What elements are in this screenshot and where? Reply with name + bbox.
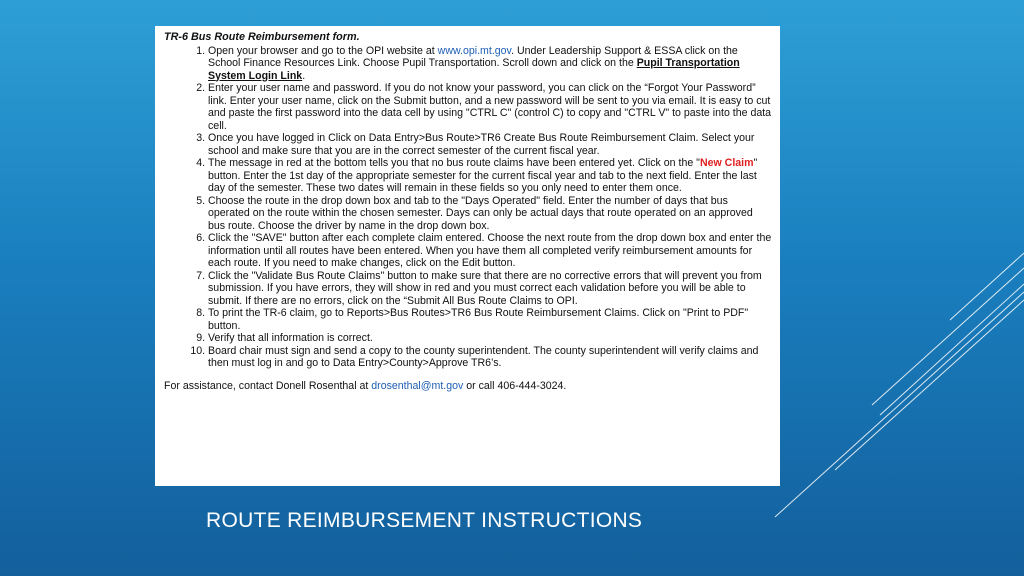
step-item <box>208 345 772 370</box>
step-text: Choose the route in the drop down box and tab to the "Days Operated" field. Enter the number of days that bus operated on the route within the chosen semester. Days can only be actual days that route operated on an approved bus route. Choose the driver by name in the drop down box. <box>208 194 753 232</box>
login-link-text[interactable]: Pupil Transportation System Login Link <box>208 57 740 82</box>
step-text: Board chair must sign and send a copy to the county superintendent. The county superintendent will verify claims and then must log in and go to Data Entry>County>Approve TR6’s. <box>208 344 759 369</box>
document-heading: TR-6 Bus Route Reimbursement form. <box>164 31 360 43</box>
step-item <box>208 332 772 345</box>
link-text[interactable]: www.opi.mt.gov <box>437 44 512 57</box>
step-item <box>208 270 772 308</box>
step-text: Click the "Validate Bus Route Claims" button to make sure that there are no corrective errors that will prevent you from submission. If you have errors, they will show in red and you must correct each validation before you will be able to submit. If there are no errors, click on the “Submit All Bus Route Claims to OPI. <box>208 269 762 307</box>
step-text: . <box>302 69 306 82</box>
step-text: The message in red at the bottom tells you that no bus route claims have been entered yet. Click on the " <box>208 157 700 169</box>
step-item <box>208 157 772 195</box>
step-item <box>208 132 772 157</box>
step-item <box>208 307 772 332</box>
step-text: Once you have logged in Click on Data Entry>Bus Route>TR6 Create Bus Route Reimbursement Claim. Select your school and make sure that you are in the correct semester of the current fiscal year. <box>208 132 755 157</box>
step-text: " button. Enter the 1st day of the appropriate semester for the current fiscal year and tab to the next field. Enter the last day of the semester. These two dates will remain in these fields so you only need to enter them once. <box>208 157 758 194</box>
step-item <box>208 45 772 83</box>
contact-line <box>164 380 772 393</box>
step-text: . Under Leadership Support & ESSA click on the School Finance Resources Link. Choose Pupil Transportation. Scroll down and click on the <box>208 44 738 69</box>
steps-list <box>164 45 772 370</box>
step-item <box>208 232 772 270</box>
step-item <box>208 82 772 132</box>
step-text: or call 406-444-3024. <box>463 379 567 392</box>
instructions-document <box>155 26 780 486</box>
step-text: Click the "SAVE" button after each complete claim entered. Choose the next route from the drop down box and enter the information until all routes have been entered. When you have them all completed verify reimbursement amounts for each route. If you need to make changes, click on the Edit button. <box>208 232 772 269</box>
step-text: Open your browser and go to the OPI website at <box>208 44 438 57</box>
link-text[interactable]: drosenthal@mt.gov <box>371 379 464 392</box>
step-text: To print the TR-6 claim, go to Reports>Bus Routes>TR6 Bus Route Reimbursement Claims. Click on "Print to PDF" button. <box>208 307 749 332</box>
new-claim-label: New Claim <box>699 157 754 169</box>
step-item <box>208 195 772 233</box>
step-text: Enter your user name and password. If you do not know your password, you can click on the “Forgot Your Password” link. Enter your user name, click on the Submit button, and a new password will be sent to you via email. It is easy to cut and paste the first password into the data cell by using "CTRL C" (control C) to copy and "CTRL V" to paste into the data cell. <box>208 82 772 132</box>
slide-title: ROUTE REIMBURSEMENT INSTRUCTIONS <box>206 509 643 532</box>
step-text: Verify that all information is correct. <box>208 332 373 344</box>
step-text: For assistance, contact Donell Rosenthal at <box>164 379 372 392</box>
